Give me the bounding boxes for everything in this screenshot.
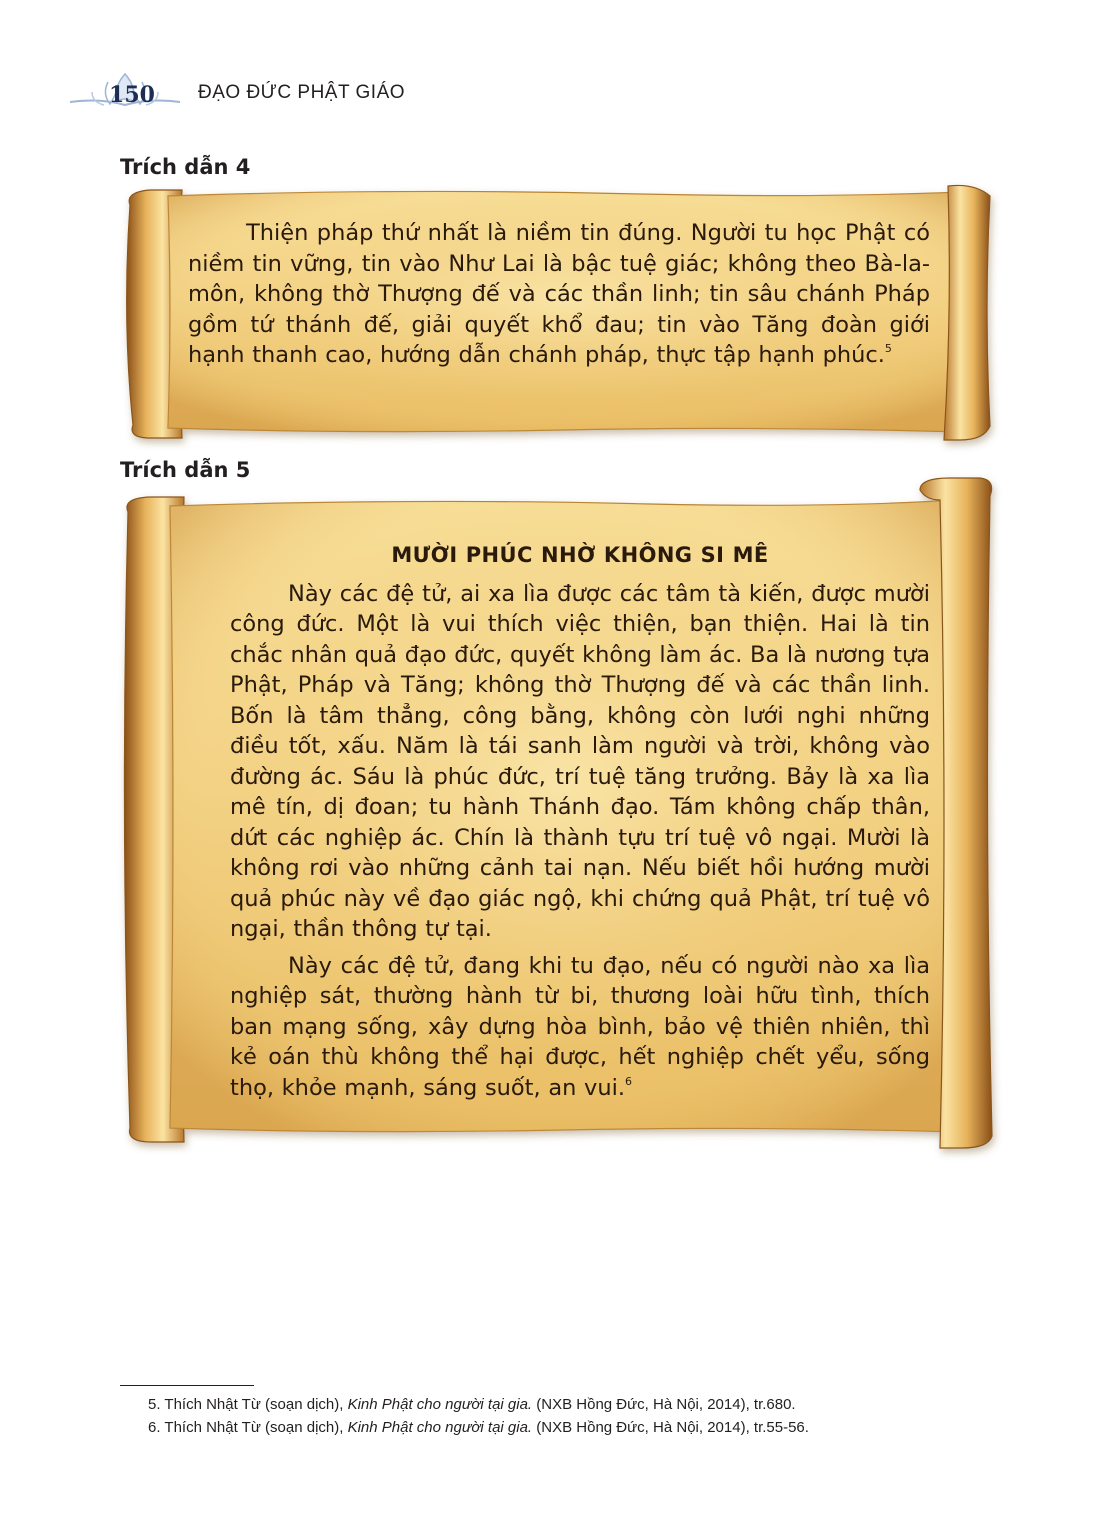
footnote-6: 6. Thích Nhật Từ (soạn dịch), Kinh Phật cho người tại gia. (NXB Hồng Đức, Hà Nội, 2014), tr.55-56. — [148, 1419, 809, 1436]
quote4-body — [188, 218, 930, 371]
footnote-divider — [120, 1385, 254, 1386]
quote5-paragraph-2: Này các đệ tử, đang khi tu đạo, nếu có người nào xa lìa nghiệp sát, thường hành từ bi, thương loài hữu tình, thích ban mạng sống, xây dựng hòa bình, bảo vệ thiên nhiên, thì kẻ oán thù không thể hại được, hết nghiệp chết yểu, sống thọ, khỏe mạnh, sáng suốt, an vui.$^6$ — [230, 952, 930, 1101]
quote5-body — [230, 540, 930, 1103]
quote5-paragraph-1: Này các đệ tử, ai xa lìa được các tâm tà kiến, được mười công đức. Một là vui thích việc thiện, bạn thiện. Hai là tin chắc nhân quả đạo đức, quyết không làm ác. Ba là nương tựa Phật, Pháp và Tăng; không thờ Thượng đế và các thần linh. Bốn là tâm thẳng, công bằng, không còn lưới nghi những điều tốt, xấu. Năm là tái sanh làm người và trời, không vào đường ác. Sáu là phúc đức, trí tuệ tăng trưởng. Bảy là xa lìa mê tín, dị đoan; tu hành Thánh đạo. Tám không chấp thân, dứt các nghiệp ác. Chín là thành tựu trí tuệ vô ngại. Mười là không rơi vào những cảnh tai nạn. Nếu biết hồi hướng mười quả phúc này về đạo giác ngộ, khi chứng quả Phật, trí tuệ vô ngại, thần thông tự tại. — [230, 580, 930, 942]
quote5-title: MƯỜI PHÚC NHỜ KHÔNG SI MÊ — [391, 543, 769, 567]
running-title: ĐẠO ĐỨC PHẬT GIÁO — [198, 82, 406, 103]
footnote-5: 5. Thích Nhật Từ (soạn dịch), Kinh Phật cho người tại gia. (NXB Hồng Đức, Hà Nội, 2014), tr.680. — [148, 1396, 796, 1413]
quote5-heading: Trích dẫn 5 — [120, 458, 251, 482]
footnote-ref-6[interactable]: 6 — [625, 1074, 632, 1088]
footnote-ref-5[interactable]: 5 — [884, 342, 892, 355]
footnotes — [148, 1393, 809, 1439]
quote4-heading: Trích dẫn 4 — [120, 155, 251, 179]
page-number: 150 — [109, 82, 155, 108]
footnote-5-book-title: Kinh Phật cho người tại gia. — [347, 1396, 533, 1413]
footnote-6-book-title: Kinh Phật cho người tại gia. — [347, 1419, 533, 1436]
quote4-paragraph: Thiện pháp thứ nhất là niềm tin đúng. Người tu học Phật có niềm tin vững, tin vào Như Lai là bậc tuệ giác; không theo Bà-la-môn, không thờ Thượng đế và các thần linh; tin sâu chánh Pháp gồm tứ thánh đế, giải quyết khổ đau; tin vào Tăng đoàn giới hạnh thanh cao, hướng dẫn chánh pháp, thực tập hạnh phúc.$^5$ — [188, 220, 930, 368]
